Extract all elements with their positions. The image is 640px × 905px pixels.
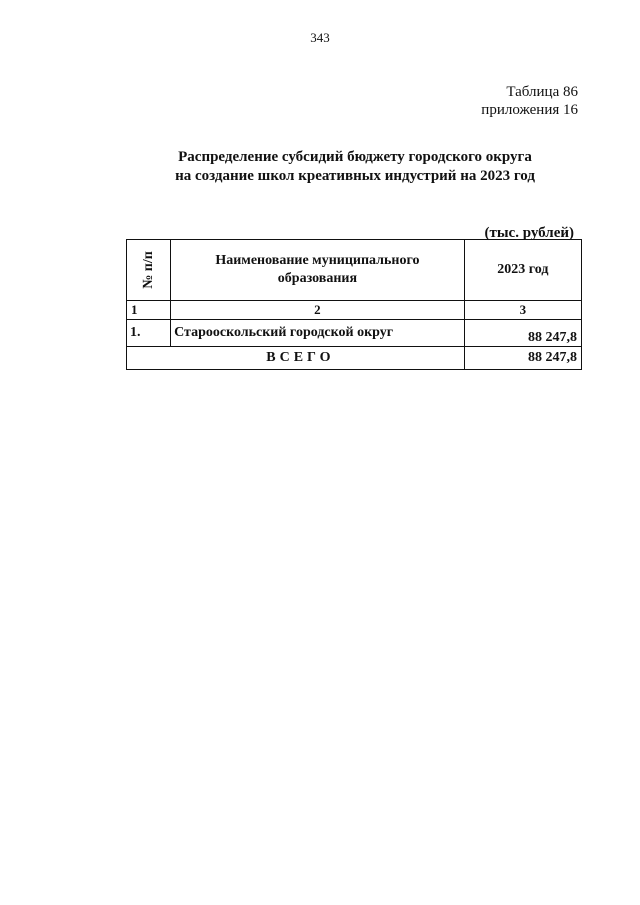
- total-value: 88 247,8: [464, 347, 581, 370]
- row-municipality: Старооскольский городской округ: [171, 320, 465, 347]
- header-number-label: № п/п: [140, 251, 156, 289]
- row-number: 1.: [127, 320, 171, 347]
- total-label: ВСЕГО: [127, 347, 465, 370]
- header-number: [127, 240, 171, 301]
- document-title: [0, 148, 640, 186]
- header-name: [171, 240, 465, 301]
- header-year: 2023 год: [464, 240, 581, 301]
- header-name-line2: образования: [277, 271, 358, 286]
- table-reference-line2: приложения 16: [481, 102, 578, 118]
- column-index-1: 1: [127, 301, 171, 320]
- table-reference: [481, 83, 578, 119]
- table-header-row: [127, 240, 582, 301]
- column-index-2: 2: [171, 301, 465, 320]
- page-number: 343: [310, 30, 330, 45]
- total-row: [127, 347, 582, 370]
- column-index-row: [127, 301, 582, 320]
- table-reference-line1: Таблица 86: [506, 84, 578, 100]
- row-value: 88 247,8: [464, 320, 581, 347]
- subsidy-table: [126, 239, 582, 370]
- units-label: (тыс. рублей): [484, 225, 574, 241]
- document-title-line2: на создание школ креативных индустрий на 2023 год: [175, 168, 535, 184]
- table-row: [127, 320, 582, 347]
- header-name-line1: Наименование муниципального: [215, 253, 420, 268]
- column-index-3: 3: [464, 301, 581, 320]
- document-title-line1: Распределение субсидий бюджету городского округа: [178, 149, 532, 165]
